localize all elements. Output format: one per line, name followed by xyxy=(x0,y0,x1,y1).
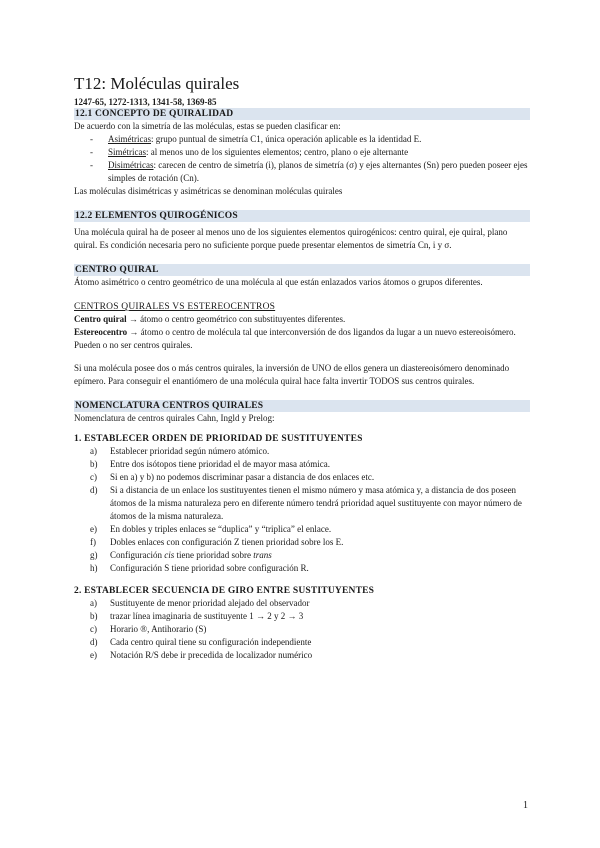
list-item: b) Entre dos isótopos tiene prioridad el de mayor masa atómica. xyxy=(90,459,330,469)
list-item: - Asimétricas: grupo puntual de simetría C1, única operación aplicable es la identidad E. xyxy=(90,133,530,146)
step1-heading: 1. ESTABLECER ORDEN DE PRIORIDAD DE SUSTITUYENTES xyxy=(74,434,363,444)
list-item: g) Configuración cis tiene prioridad sobre trans xyxy=(90,550,272,560)
sequence-list xyxy=(74,597,530,662)
page-number: 1 xyxy=(523,800,528,811)
list-item: e) Notación R/S debe ir precedida de localizador numérico xyxy=(90,650,313,660)
list-item: b) trazar línea imaginaria de sustituyente 1 → 2 y 2 → 3 xyxy=(90,611,304,621)
list-item: e) En dobles y triples enlaces se “duplica” y “triplica” el enlace. xyxy=(90,524,332,534)
page-title: T12: Moléculas quirales xyxy=(74,74,240,93)
sec1-intro: De acuerdo con la simetría de las moléculas, estas se pueden clasificar en: xyxy=(74,121,341,131)
list-item: d) Cada centro quiral tiene su configuración independiente xyxy=(90,637,312,647)
list-item: a) Establecer prioridad según número atómico. xyxy=(90,446,270,456)
list-item: - Disimétricas: carecen de centro de simetría (i), planos de simetría (σ) y ejes alternantes (Sn) pero pueden poseer ejes simples de rotación (Cn). xyxy=(90,159,530,185)
vs-line-2: Estereocentro → átomo o centro de molécula tal que interconversión de dos ligandos da lugar a un nuevo estereoisómero. Pueden o no ser centros quirales. xyxy=(74,327,516,350)
sec2-text: Una molécula quiral ha de poseer al menos uno de los siguientes elementos quirogénicos: centro quiral, eje quiral, plano quiral. Es condición necesaria pero no suficiente porque puede presentar elementos de simetría Cn, i y σ. xyxy=(74,227,508,250)
priority-list xyxy=(74,445,530,575)
centro-text: Átomo asimétrico o centro geométrico de una molécula al que están enlazados varios átomos o grupos diferentes. xyxy=(74,277,483,287)
page-references: 1247-65, 1272-1313, 1341-58, 1369-85 xyxy=(74,97,217,107)
section-heading-centro-quiral: CENTRO QUIRAL xyxy=(74,264,530,276)
list-item: f) Dobles enlaces con configuración Z tienen prioridad sobre los E. xyxy=(90,537,344,547)
section-heading-elementos: 12.2 ELEMENTOS QUIROGÉNICOS xyxy=(74,210,530,222)
section-heading-vs: CENTROS QUIRALES VS ESTEREOCENTROS xyxy=(74,302,276,312)
list-item: c) Horario ®, Antihorario (S) xyxy=(90,624,207,634)
vs-paragraph: Si una molécula posee dos o más centros quirales, la inversión de UNO de ellos genera un diastereoisómero denominado epímero. Para conseguir el enantiómero de una molécula quiral hace falta invertir TODOS sus centros quirales. xyxy=(74,363,510,386)
vs-line-1: Centro quiral → átomo o centro geométrico con substituyentes diferentes. xyxy=(74,314,346,324)
list-item: d) Si a distancia de un enlace los sustituyentes tienen el mismo número y masa atómica y, a distancia de dos poseen átomos de la misma naturaleza pero en diferente número tendrá prioridad aquel sustituyente con mayor número de átomos de la misma naturaleza. xyxy=(90,485,522,521)
document-page xyxy=(74,74,530,662)
list-item: h) Configuración S tiene prioridad sobre configuración R. xyxy=(90,563,309,573)
list-item: c) Si en a) y b) no podemos discriminar pasar a distancia de dos enlaces etc. xyxy=(90,472,375,482)
symmetry-list xyxy=(74,133,530,185)
section-heading-nomenclatura: NOMENCLATURA CENTROS QUIRALES xyxy=(74,400,530,412)
list-item: a) Sustituyente de menor prioridad alejado del observador xyxy=(90,598,310,608)
sec1-note: Las moléculas disimétricas y asimétricas se denominan moléculas quirales xyxy=(74,186,343,196)
step2-heading: 2. ESTABLECER SECUENCIA DE GIRO ENTRE SUSTITUYENTES xyxy=(74,586,375,596)
section-heading-quiralidad: 12.1 CONCEPTO DE QUIRALIDAD xyxy=(74,108,530,120)
list-item: - Simétricas: al menos uno de los siguientes elementos; centro, plano o eje alternante xyxy=(90,146,530,159)
nom-text: Nomenclatura de centros quirales Cahn, Ingld y Prelog: xyxy=(74,413,275,423)
